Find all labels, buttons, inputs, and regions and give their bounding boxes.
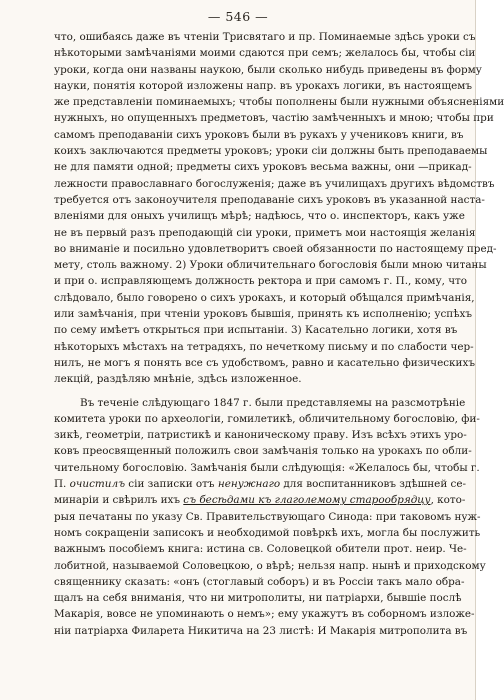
text-line: же представленіи поминаемыхъ; чтобы пополнены были нужными объясненіями	[54, 96, 504, 109]
text-line: вленіями для оныхъ училищъ мѣрѣ; надѣюсь, что о. инспекторъ, какъ уже	[54, 210, 465, 223]
text-line: нилъ, не могъ я понять все съ удобствомъ, равно и касательно физическихъ	[54, 356, 475, 369]
text-line: священнику сказать: «онъ (стоглавый соборъ) и въ Россіи такъ мало обра-	[54, 575, 465, 588]
text-line: уроки, когда они названы наукою, были сколько нибудь приведены въ форму	[54, 63, 482, 76]
body-text	[54, 29, 504, 639]
text-line: во вниманіе и посильно удовлетворитъ своей обязанности по настоящему пред-	[54, 242, 497, 255]
text-run: , кото-	[430, 494, 466, 507]
text-run: П.	[54, 478, 70, 491]
text-line: важнымъ пособіемъ книга: истина св. Соловецкой обители прот. неир. Че-	[54, 543, 467, 556]
text-line: не въ первый разъ преподающій сіи уроки, приметъ мои настоящія желанія	[54, 226, 476, 239]
text-run: сіи записки отъ	[125, 478, 218, 491]
text-run: минаріи и свѣрилъ ихъ	[54, 494, 184, 507]
text-line: щалъ на себя вниманія, что ни митрополиты, ни патріархи, бывшіе послѣ	[54, 592, 462, 605]
text-line: самомъ преподаваніи сихъ уроковъ были въ рукахъ у учениковъ книги, въ	[54, 128, 464, 141]
text-line: Въ теченіе слѣдующаго 1847 г. были представляемы на разсмотрѣніе	[80, 396, 466, 409]
text-line: и при о. исправляющемъ должность ректора и при самомъ г. П., кому, что	[54, 275, 468, 288]
text-line: нѣкоторыми замѣчаніями моими сдаются при семъ; желалось бы, чтобы сіи	[54, 47, 476, 60]
text-line: Макарія, вовсе не упоминають о немъ»; ему укажутъ въ соборномъ изложе-	[54, 608, 475, 621]
text-line: требуется отъ законоучителя преподаваніе сихъ уроковъ въ указанной наста-	[54, 193, 485, 206]
text-line: ковъ преосвященный положилъ свои замѣчанія только на урокахъ по обли-	[54, 445, 472, 458]
text-line: лежности православнаго богослуженія; даже въ училищахъ другихъ вѣдомствъ	[54, 177, 495, 190]
text-line: ніи патріарха Филарета Никитича на 23 листѣ: И Макарія митрополита въ	[54, 624, 468, 637]
emphasized-text: очистилъ	[69, 478, 125, 491]
underlined-title: съ бесѣдами къ глаголемому старообрядцу	[183, 494, 431, 507]
paragraph-gap	[54, 388, 456, 395]
paragraph-1	[54, 29, 504, 388]
text-line: лекцій, раздѣляю мнѣніе, здѣсь изложенное.	[54, 373, 302, 386]
text-line: чительному богословію. Замѣчанія были слѣдующія: «Желалось бы, чтобы г.	[54, 461, 480, 474]
text-line	[54, 492, 466, 508]
page-number: — 546 —	[207, 9, 269, 24]
text-line: или замѣчанія, при чтеніи уроковъ бывшія, принять къ исполненію; успѣхъ	[54, 308, 472, 321]
text-line: лобитной, называемой Соловецкою, о вѣрѣ; нельзя напр. нынѣ и приходскому	[54, 559, 486, 572]
text-line: по сему имѣетъ открыться при испытаніи. 3) Касательно логики, хотя въ	[54, 324, 458, 337]
emphasized-text: ненужнаго	[217, 478, 281, 491]
text-line: номъ сокращеніи записокъ и необходимой повѣркѣ ихъ, могла бы послужить	[54, 526, 481, 539]
text-line: нужныхъ, но опущенныхъ предметовъ, частію замѣченныхъ и мною; чтобы при	[54, 112, 494, 125]
paragraph-2	[54, 395, 486, 639]
text-line: мету, столь важному. 2) Уроки обличительнаго богословія были мною читаны	[54, 259, 487, 272]
text-line: науки, понятія которой изложены напр. въ урокахъ логики, въ настоящемъ	[54, 79, 472, 92]
text-line: нѣкоторыхъ мѣстахъ на тетрадяхъ, по нечеткому письму и по слабости чер-	[54, 340, 474, 353]
text-run: для воспитанниковъ здѣшней се-	[280, 478, 467, 491]
text-line: что, ошибаясь даже въ чтеніи Трисвятаго и пр. Поминаемые здѣсь уроки съ	[54, 31, 476, 43]
text-line: коихъ заключаются предметы уроковъ; уроки сіи должны быть преподаваемы	[54, 145, 488, 158]
text-line: не для памяти одной; предметы сихъ уроковъ весьма важны, они —прикад-	[54, 161, 472, 174]
text-line	[54, 476, 467, 492]
text-line: рыя печатаны по указу Св. Правительствующаго Синода: при таковомъ нуж-	[54, 510, 481, 523]
text-line: слѣдовало, было говорено о сихъ урокахъ, и который обѣщался примѣчанія,	[54, 291, 475, 304]
text-line: комитета уроки по археологіи, гомилетикѣ, обличительному богословію, фи-	[54, 412, 480, 425]
text-line: зикѣ, геометріи, патристикѣ и каноническому праву. Изъ всѣхъ этихъ уро-	[54, 429, 467, 442]
